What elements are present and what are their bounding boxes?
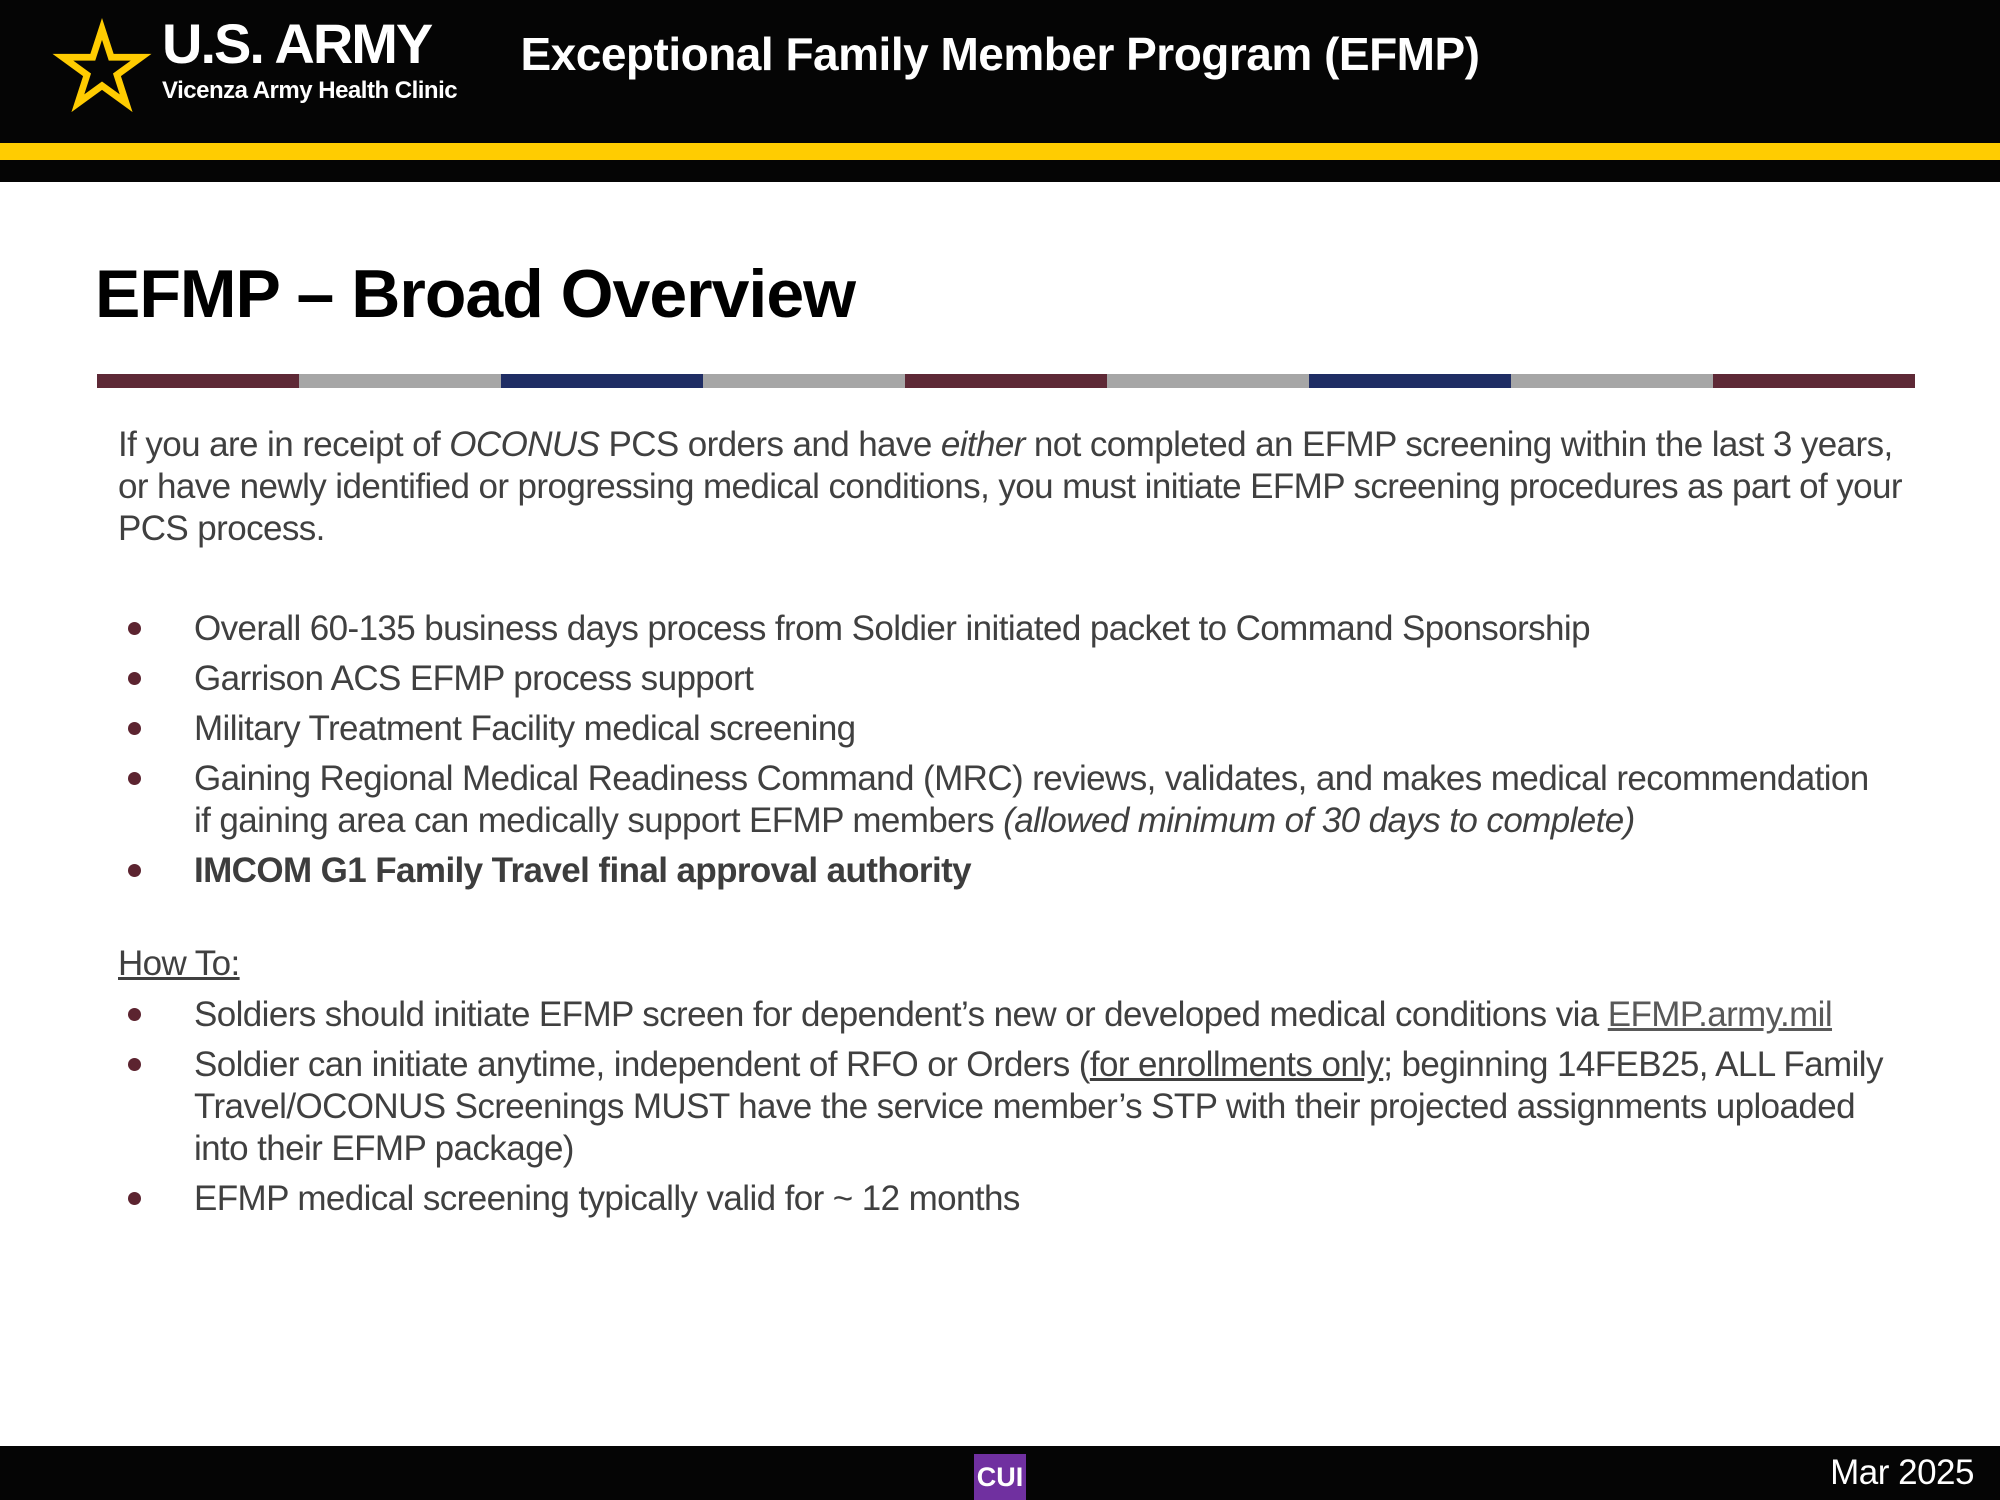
- gold-stripe: [0, 143, 2000, 160]
- section-divider: [97, 374, 1915, 388]
- text-segment: Gaining Regional Medical Readiness Command (MRC) reviews, validates, and makes medical recommendation if gaining area can medically support EFMP members: [194, 759, 1869, 840]
- list-item: [128, 708, 1910, 750]
- bullet-dot-icon: [128, 622, 141, 635]
- efmp-army-mil-link[interactable]: EFMP.army.mil: [1607, 995, 1833, 1034]
- bullet-dot-icon: [128, 1192, 141, 1205]
- divider-segment: [1107, 374, 1309, 388]
- text-segment: either: [940, 425, 1025, 464]
- divider-segment: [1511, 374, 1713, 388]
- text-segment: Military Treatment Facility medical screening: [194, 709, 856, 748]
- text-segment: not completed an EFMP screening within the last 3 years, or have newly identified or progressing medical conditions, you must initiate EFMP screening procedures as part of your PCS process.: [118, 425, 1902, 548]
- bullet-text: [194, 1178, 1020, 1220]
- divider-segment: [501, 374, 703, 388]
- divider-segment: [703, 374, 905, 388]
- list-item: [128, 658, 1910, 700]
- bullet-dot-icon: [128, 772, 141, 785]
- bullet-text: [194, 994, 1832, 1036]
- program-title: Exceptional Family Member Program (EFMP): [520, 28, 1480, 80]
- org-subtitle: Vicenza Army Health Clinic: [162, 77, 458, 104]
- cui-classification-badge: CUI: [974, 1454, 1026, 1500]
- header-bar: [0, 0, 2000, 143]
- divider-segment: [97, 374, 299, 388]
- howto-heading: How To:: [118, 944, 240, 983]
- slide-content: [0, 182, 2000, 1228]
- divider-segment: [1309, 374, 1511, 388]
- divider-segment: [1713, 374, 1915, 388]
- footer-date: Mar 2025: [1830, 1453, 1974, 1492]
- bullet-dot-icon: [128, 1058, 141, 1071]
- dark-stripe: [0, 160, 2000, 182]
- footer-bar: [0, 1446, 2000, 1500]
- bullet-text: [194, 708, 856, 750]
- list-item: [128, 994, 1910, 1036]
- org-name: U.S. ARMY: [162, 12, 432, 75]
- text-segment: PCS orders and have: [599, 425, 941, 464]
- text-segment: ; beginning 14FEB25, ALL Family Travel/OCONUS Screenings MUST have the service member’s STP with their projected assignments uploaded into their EFMP package): [194, 1045, 1883, 1168]
- list-item: [128, 1178, 1910, 1220]
- bullet-dot-icon: [128, 1008, 141, 1021]
- bullet-dot-icon: [128, 722, 141, 735]
- text-segment: (allowed minimum of 30 days to complete): [1003, 801, 1635, 840]
- text-segment: EFMP medical screening typically valid for ~ 12 months: [194, 1179, 1020, 1218]
- list-item: [128, 758, 1910, 842]
- process-bullet-list: [0, 608, 2000, 892]
- text-segment: Garrison ACS EFMP process support: [194, 659, 754, 698]
- bullet-dot-icon: [128, 864, 141, 877]
- text-segment: OCONUS: [449, 425, 600, 464]
- bullet-text: [194, 1044, 1894, 1170]
- list-item: [128, 1044, 1910, 1170]
- bullet-text: [194, 608, 1590, 650]
- page-title: EFMP – Broad Overview: [95, 256, 856, 332]
- text-segment: Soldiers should initiate EFMP screen for dependent’s new or developed medical conditions via: [194, 995, 1608, 1034]
- text-segment: for enrollments only: [1089, 1045, 1384, 1084]
- bullet-text: [194, 658, 753, 700]
- list-item: [128, 850, 1910, 892]
- bullet-dot-icon: [128, 672, 141, 685]
- howto-bullet-list: [0, 994, 2000, 1220]
- list-item: [128, 608, 1910, 650]
- text-segment: Overall 60-135 business days process from Soldier initiated packet to Command Sponsorship: [194, 609, 1590, 648]
- text-segment: IMCOM G1 Family Travel final approval authority: [194, 851, 971, 890]
- bullet-text: [194, 850, 971, 892]
- divider-segment: [905, 374, 1107, 388]
- text-segment: If you are in receipt of: [118, 425, 450, 464]
- text-segment: Soldier can initiate anytime, independent of RFO or Orders (: [194, 1045, 1090, 1084]
- intro-paragraph: [118, 424, 1905, 550]
- bullet-text: [194, 758, 1894, 842]
- divider-segment: [299, 374, 501, 388]
